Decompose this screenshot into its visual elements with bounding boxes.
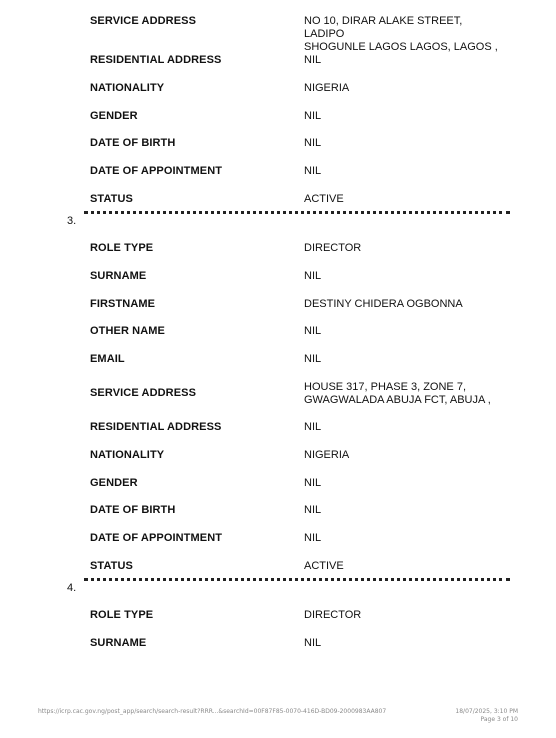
field-label: SURNAME	[90, 270, 147, 282]
field-label: RESIDENTIAL ADDRESS	[90, 54, 222, 66]
field-label: STATUS	[90, 560, 133, 572]
section-divider	[84, 211, 510, 214]
field-label: ROLE TYPE	[90, 609, 154, 621]
field-value: NIL	[304, 165, 322, 177]
field-value: NIL	[304, 110, 322, 122]
field-value: NIGERIA	[304, 82, 350, 94]
field-value: DIRECTOR	[304, 609, 362, 621]
field-label: SURNAME	[90, 637, 147, 649]
field-label: SERVICE ADDRESS	[90, 15, 197, 27]
entry-number: 4.	[67, 582, 77, 594]
field-label: SERVICE ADDRESS	[90, 387, 197, 399]
field-value: NIGERIA	[304, 449, 350, 461]
field-label: NATIONALITY	[90, 449, 165, 461]
footer-url: https://icrp.cac.gov.ng/post_app/search/search-result?RRR...&searchId=00F87F85-0070-416D-BD09-2000983AA807	[38, 708, 387, 715]
field-value: DESTINY CHIDERA OGBONNA	[304, 298, 463, 310]
field-label: DATE OF APPOINTMENT	[90, 532, 223, 544]
field-label: EMAIL	[90, 353, 125, 365]
field-value: NIL	[304, 270, 322, 282]
field-label: DATE OF BIRTH	[90, 504, 176, 516]
field-value: ACTIVE	[304, 193, 344, 205]
field-label: ROLE TYPE	[90, 242, 154, 254]
field-label: GENDER	[90, 110, 138, 122]
field-value: NIL	[304, 637, 322, 649]
field-label: STATUS	[90, 193, 133, 205]
field-label: RESIDENTIAL ADDRESS	[90, 421, 222, 433]
field-value: NIL	[304, 137, 322, 149]
field-value: NIL	[304, 54, 322, 66]
field-value: NIL	[304, 504, 322, 516]
field-label: DATE OF APPOINTMENT	[90, 165, 223, 177]
field-value: NIL	[304, 353, 322, 365]
field-value: NIL	[304, 477, 322, 489]
field-value: ACTIVE	[304, 560, 344, 572]
field-value: DIRECTOR	[304, 242, 362, 254]
field-value: NIL	[304, 325, 322, 337]
field-value: HOUSE 317, PHASE 3, ZONE 7, GWAGWALADA ABUJA FCT, ABUJA ,	[304, 381, 491, 406]
section-divider	[84, 578, 510, 581]
entry-number: 3.	[67, 215, 77, 227]
field-value: NIL	[304, 421, 322, 433]
field-label: FIRSTNAME	[90, 298, 156, 310]
field-label: OTHER NAME	[90, 325, 165, 337]
field-label: DATE OF BIRTH	[90, 137, 176, 149]
field-label: GENDER	[90, 477, 138, 489]
footer-page-info: 18/07/2025, 3:10 PM Page 3 of 10	[455, 708, 518, 723]
field-value: NIL	[304, 532, 322, 544]
field-label: NATIONALITY	[90, 82, 165, 94]
field-value: NO 10, DIRAR ALAKE STREET, LADIPO SHOGUNLE LAGOS LAGOS, LAGOS ,	[304, 15, 498, 53]
